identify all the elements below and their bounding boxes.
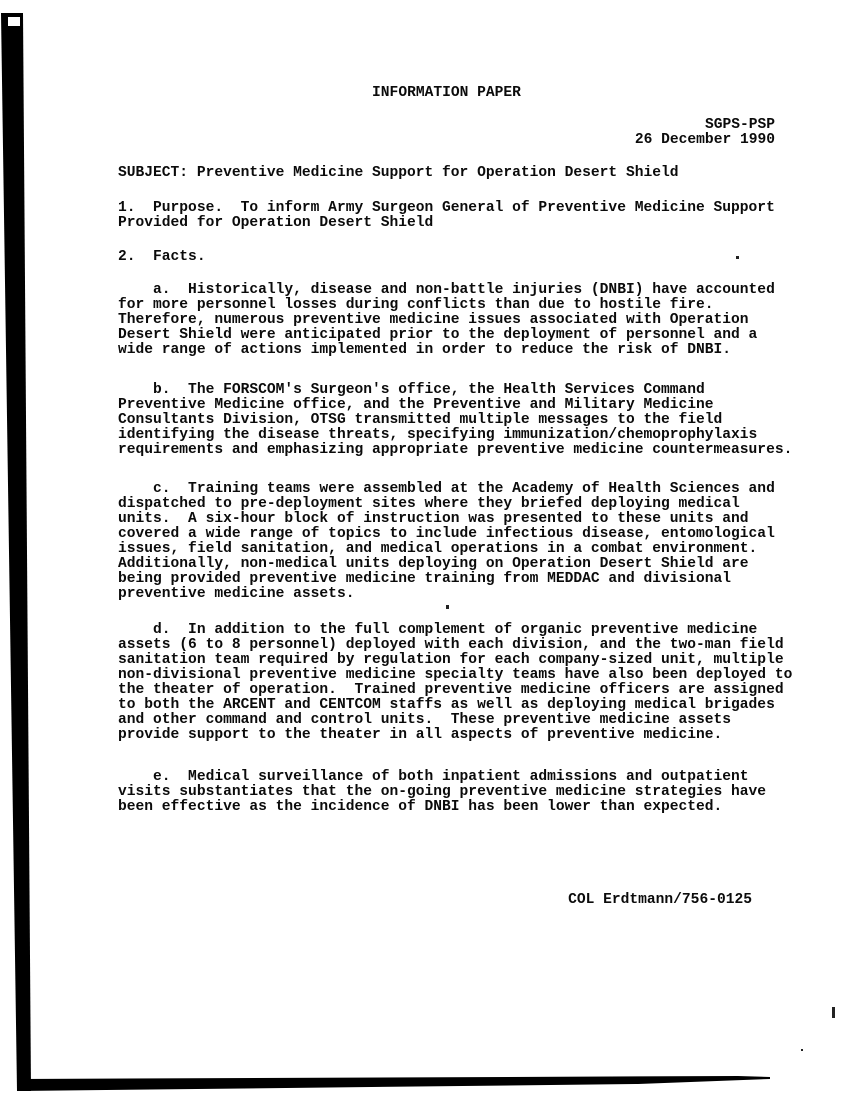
document-content <box>118 0 793 1094</box>
text-line: identifying the disease threats, specifying immunization/chemoprophylaxis <box>118 427 758 443</box>
scan-speck-2 <box>446 605 449 609</box>
text-line: provide support to the theater in all aspects of preventive medicine. <box>118 727 723 743</box>
text-line: c. Training teams were assembled at the Academy of Health Sciences and <box>118 481 775 497</box>
text-line: and other command and control units. These preventive medicine assets <box>118 712 732 728</box>
office-symbol: SGPS-PSP <box>704 117 775 133</box>
doc-title: INFORMATION PAPER <box>372 85 521 101</box>
text-line: Therefore, numerous preventive medicine issues associated with Operation <box>118 312 749 328</box>
text-line: dispatched to pre-deployment sites where they briefed deploying medical <box>118 496 740 512</box>
subject-line: SUBJECT: Preventive Medicine Support for Operation Desert Shield <box>118 165 679 181</box>
paragraph-fact-e <box>118 770 775 815</box>
paragraph-fact-a <box>118 283 775 358</box>
text-line: a. Historically, disease and non-battle injuries (DNBI) have accounted <box>118 282 775 298</box>
text-line: been effective as the incidence of DNBI has been lower than expected. <box>118 799 723 815</box>
text-line: wide range of actions implemented in order to reduce the risk of DNBI. <box>118 342 732 358</box>
scan-speck-3 <box>832 1007 835 1018</box>
scan-speck-1 <box>736 256 739 259</box>
text-line: covered a wide range of topics to include infectious disease, entomological <box>118 526 775 542</box>
text-line: Additionally, non-medical units deploying on Operation Desert Shield are <box>118 556 749 572</box>
doc-date: 26 December 1990 <box>634 132 775 148</box>
text-line: sanitation team required by regulation for each company-sized unit, multiple <box>118 652 784 668</box>
header-right <box>118 118 775 148</box>
text-line: being provided preventive medicine training from MEDDAC and divisional <box>118 571 732 587</box>
text-line: requirements and emphasizing appropriate preventive medicine countermeasures. <box>118 442 793 458</box>
text-line: preventive medicine assets. <box>118 586 355 602</box>
text-line: to both the ARCENT and CENTCOM staffs as well as deploying medical brigades <box>118 697 775 713</box>
text-line: d. In addition to the full complement of organic preventive medicine <box>118 622 758 638</box>
text-line: issues, field sanitation, and medical operations in a combat environment. <box>118 541 758 557</box>
text-line: Consultants Division, OTSG transmitted multiple messages to the field <box>118 412 723 428</box>
paragraph-fact-b <box>118 382 793 458</box>
paragraph-fact-d <box>118 622 793 743</box>
text-line: assets (6 to 8 personnel) deployed with each division, and the two-man field <box>118 637 784 653</box>
text-line: b. The FORSCOM's Surgeon's office, the Health Services Command <box>118 382 705 398</box>
action-officer-line: COL Erdtmann/756-0125 <box>568 892 752 908</box>
scan-left-bar-notch <box>8 17 20 26</box>
text-line: the theater of operation. Trained preventive medicine officers are assigned <box>118 682 784 698</box>
text-line: non-divisional preventive medicine specialty teams have also been deployed to <box>118 667 793 683</box>
text-line: Desert Shield were anticipated prior to the deployment of personnel and a <box>118 327 758 343</box>
text-line: for more personnel losses during conflicts than due to hostile fire. <box>118 297 714 313</box>
text-line: visits substantiates that the on-going preventive medicine strategies have <box>118 784 767 800</box>
text-line: Preventive Medicine office, and the Preventive and Military Medicine <box>118 397 714 413</box>
scan-speck-4 <box>801 1049 803 1051</box>
text-line: 1. Purpose. To inform Army Surgeon General of Preventive Medicine Support <box>118 200 775 216</box>
paragraph-facts <box>118 250 775 265</box>
text-line: Provided for Operation Desert Shield <box>118 215 434 231</box>
paragraph-fact-c <box>118 482 775 602</box>
scan-left-bar <box>0 13 32 1091</box>
text-line: 2. Facts. <box>118 249 206 265</box>
text-line: e. Medical surveillance of both inpatient admissions and outpatient <box>118 769 749 785</box>
paragraph-purpose <box>118 201 775 231</box>
text-line: units. A six-hour block of instruction was presented to these units and <box>118 511 749 527</box>
